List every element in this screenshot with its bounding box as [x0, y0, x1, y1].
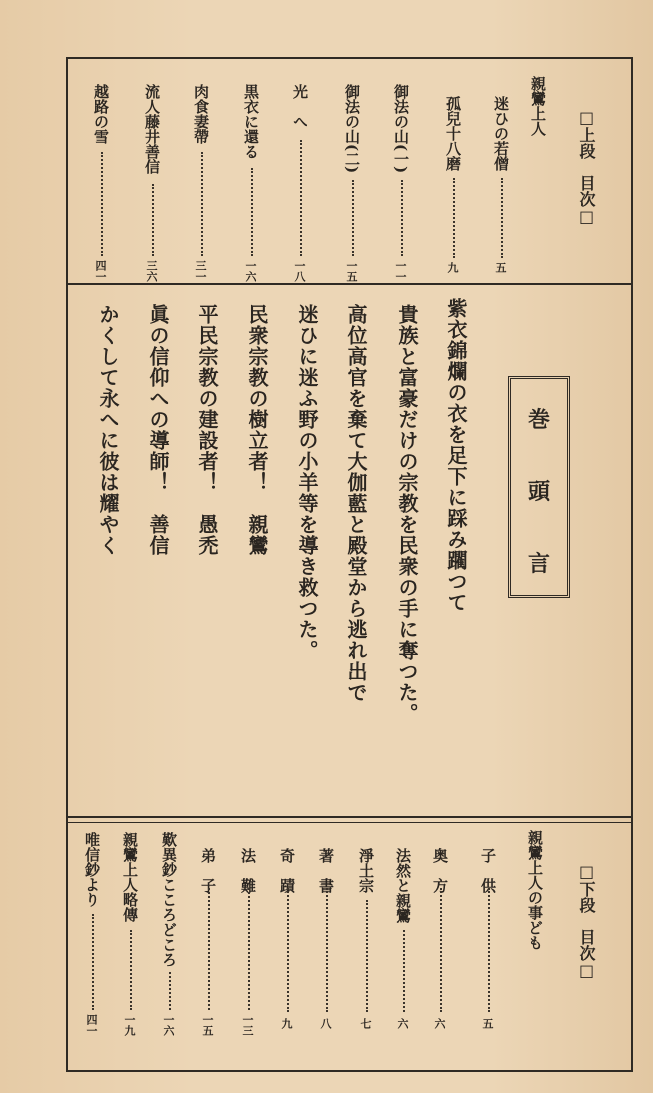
upper-toc-heading: □上段 目次□: [577, 108, 596, 226]
lower-divider: [66, 816, 633, 818]
foreword-title-char: 言: [527, 551, 550, 577]
lower-toc-heading: □下段 目次□: [577, 862, 596, 980]
foreword-title-char: 頭: [527, 479, 550, 505]
lower-toc-section-title: 親鸞上人の事ども: [526, 830, 544, 950]
book-page: □上段 目次□ 親鸞上人 迷ひの若僧 五 孤兒十八磨 九 御法の山(一) 一一 御法の山(二) 一五 光 へ 一八 黒衣に還る 一六 肉食妻帶 三一 流人藤井善信 三六 越路の雪 四一 巻 頭 言 紫衣錦爛の衣を足下に踩み躙つて 貴族と富豪だけの宗教を民衆の手に奪つた。 高位高官を棄て大伽藍と殿堂から逃れ出で 迷ひに迷ふ野の小羊等を導き救つた。 民衆宗教の樹立者！ 親鸞 平民宗教の建設者！ 愚禿 眞の信仰への導師！ 善信 かくして永へに彼は耀やく □下段 目次□ 親鸞上人の事ども 子 供 五 奥 方 六 法然と親鸞 六 淨土宗 七 著 書 八 奇 蹟 九 法 難 一三 弟 子 一五 歎異鈔こころどころ 一六 親鸞上人略傳 一九 唯信鈔より 四一: [0, 0, 653, 1093]
lower-divider-thin: [66, 822, 633, 823]
foreword-title-char: 巻: [527, 407, 550, 433]
foreword-line: 民衆宗教の樹立者！ 親鸞: [245, 304, 269, 556]
foreword-line: 迷ひに迷ふ野の小羊等を導き救つた。: [295, 304, 319, 661]
foreword-line: 平民宗教の建設者！ 愚禿: [195, 304, 219, 556]
upper-divider: [66, 283, 633, 285]
foreword-line: 眞の信仰への導師！ 善信: [146, 304, 170, 556]
foreword-title-box: [508, 376, 570, 598]
foreword-line: かくして永へに彼は耀やく: [96, 304, 120, 556]
upper-toc-section-title: 親鸞上人: [529, 76, 547, 136]
foreword-line: 貴族と富豪だけの宗教を民衆の手に奪つた。: [395, 304, 419, 724]
foreword-line: 高位高官を棄て大伽藍と殿堂から逃れ出で: [344, 304, 368, 703]
foreword-line: 紫衣錦爛の衣を足下に踩み躙つて: [444, 298, 468, 613]
